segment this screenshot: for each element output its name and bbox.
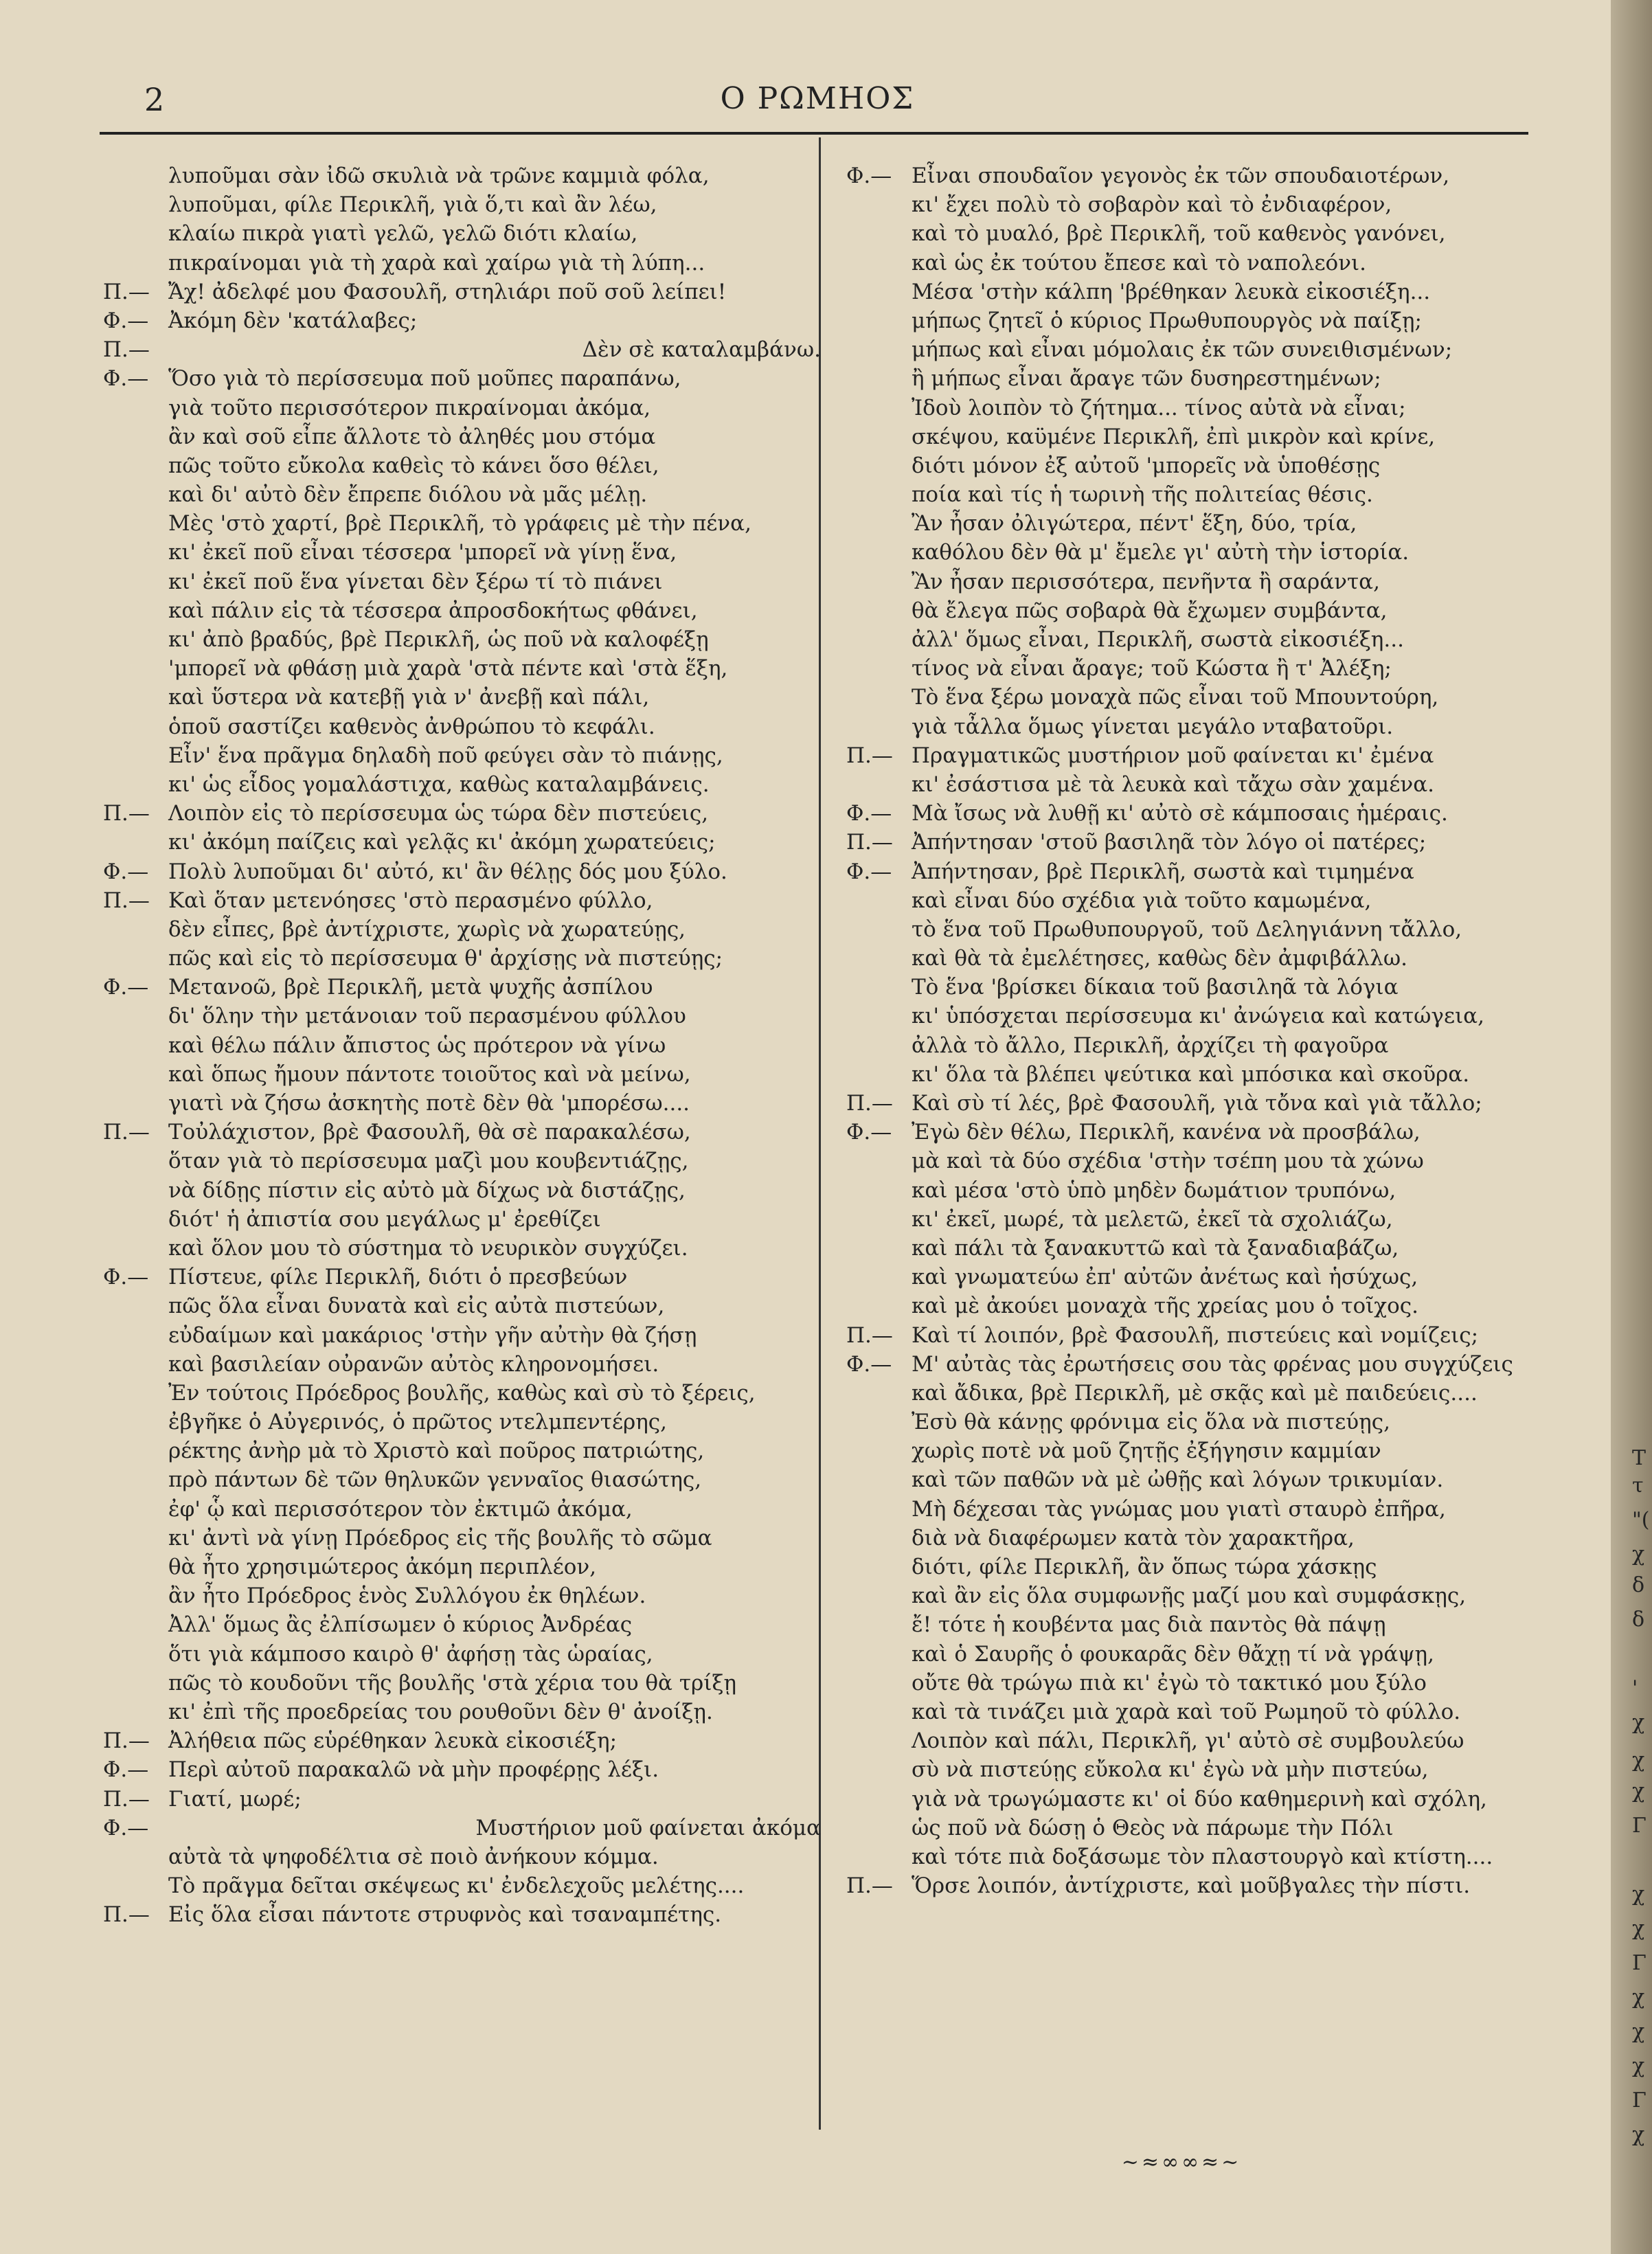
verse-text: Μετανοῶ, βρὲ Περικλῆ, μετὰ ψυχῆς ἀσπίλου [168, 975, 653, 1000]
verse-line [846, 161, 1540, 190]
verse-text: κι' ὑπόσχεται περίσσευμα κι' ἀνώγεια καὶ κατώγεια, [912, 1004, 1484, 1029]
verse-line [846, 1553, 1540, 1581]
verse-text: καὶ τῶν παθῶν νὰ μὲ ὠθῇς καὶ λόγων τρικυμίαν. [912, 1467, 1444, 1493]
verse-line [846, 1495, 1540, 1524]
verse-line [103, 973, 831, 1002]
verse-text: Τὸ πρᾶγμα δεῖται σκέψεως κι' ἐνδελεχοῦς μελέτης.... [168, 1873, 745, 1899]
verse-line [103, 915, 831, 944]
verse-line [103, 1524, 831, 1553]
speaker-label: Π.— [846, 1873, 893, 1899]
left-column [103, 161, 831, 1929]
verse-line [846, 1263, 1540, 1292]
verse-line [103, 944, 831, 973]
speaker-label: Π.— [103, 1728, 150, 1754]
verse-text: ποία καὶ τίς ἡ τωρινὴ τῆς πολιτείας θέσις. [912, 482, 1373, 508]
verse-line [103, 1553, 831, 1581]
verse-text: δὲν εἶπες, βρὲ ἀντίχριστε, χωρὶς νὰ χωρατεύῃς, [168, 916, 686, 942]
verse-text: γιὰ τἆλλα ὅμως γίνεται μεγάλο νταβατοῦρι. [912, 714, 1394, 739]
verse-text: καὶ ὁ Σαυρῆς ὁ φουκαρᾶς δὲν θἄχῃ τί νὰ γράψῃ, [912, 1641, 1434, 1667]
speaker-label: Π.— [846, 830, 893, 855]
verse-line [846, 249, 1540, 278]
verse-text: ἀλλὰ τὸ ἄλλο, Περικλῆ, ἀρχίζει τὴ φαγοῦρα [912, 1033, 1389, 1058]
verse-line [846, 799, 1540, 828]
verse-line [103, 1726, 831, 1755]
speaker-label: Φ.— [846, 801, 892, 826]
edge-fragment: χ [1632, 1882, 1645, 1906]
speaker-label: Φ.— [846, 1351, 892, 1377]
verse-text: κλαίω πικρὰ γιατὶ γελῶ, γελῶ διότι κλαίω, [168, 221, 638, 247]
verse-line [103, 596, 831, 625]
verse-text: γιατὶ νὰ ζήσω ἀσκητὴς ποτὲ δὲν θὰ 'μπορέσω.... [168, 1091, 690, 1116]
verse-line [103, 1842, 831, 1871]
speaker-label: Φ.— [846, 859, 892, 884]
verse-line [103, 364, 831, 393]
speaker-label: Φ.— [846, 1120, 892, 1145]
verse-line [103, 625, 831, 654]
verse-line [846, 1205, 1540, 1234]
verse-text: κι' ὡς εἶδος γομαλάστιχα, καθὼς καταλαμβάνεις. [168, 771, 710, 797]
verse-line [103, 1379, 831, 1408]
verse-line [846, 1669, 1540, 1698]
verse-text: πῶς τὸ κουδοῦνι τῆς βουλῆς 'στὰ χέρια του θὰ τρίξῃ [168, 1670, 737, 1695]
verse-text: κι' ἐκεῖ ποῦ εἶναι τέσσερα 'μπορεῖ νὰ γίνῃ ἕνα, [168, 540, 677, 565]
verse-text: ὅταν γιὰ τὸ περίσσευμα μαζὶ μου κουβεντιάζῃς, [168, 1149, 689, 1174]
verse-line [846, 1060, 1540, 1089]
verse-text: κι' ἐπὶ τῆς προεδρείας του ρουθοῦνι δὲν θ' ἀνοίξῃ. [168, 1699, 713, 1724]
verse-text: Εἰς ὅλα εἶσαι πάντοτε στρυφνὸς καὶ τσαναμπέτης. [168, 1902, 722, 1928]
verse-text: διότι, φίλε Περικλῆ, ἂν ὅπως τώρα χάσκῃς [912, 1555, 1377, 1579]
edge-fragment: δ [1632, 1608, 1645, 1632]
verse-line [846, 1871, 1540, 1900]
verse-text: Περὶ αὐτοῦ παρακαλῶ νὰ μὴν προφέρῃς λέξι. [168, 1757, 659, 1783]
verse-line [846, 219, 1540, 248]
verse-text: καὶ ὡς ἐκ τούτου ἔπεσε καὶ τὸ ναπολεόνι. [912, 250, 1367, 275]
edge-fragment: Γ [1632, 2088, 1647, 2112]
verse-text: σκέψου, καϋμένε Περικλῆ, ἐπὶ μικρὸν καὶ κρίνε, [912, 424, 1436, 449]
verse-text: διὰ νὰ διαφέρωμεν κατὰ τὸν χαρακτῆρα, [912, 1525, 1355, 1551]
verse-text: νὰ δίδῃς πίστιν εἰς αὐτὸ μὰ δίχως νὰ διστάζῃς, [168, 1177, 686, 1203]
verse-text: πῶς τοῦτο εὔκολα καθεὶς τὸ κάνει ὅσο θέλει, [168, 453, 659, 478]
verse-line [103, 1871, 831, 1900]
speaker-label: Π.— [103, 888, 150, 913]
verse-line [103, 1118, 831, 1147]
verse-text: Ἀκόμη δὲν 'κατάλαβες; [168, 308, 418, 333]
verse-text: Ὅρσε λοιπόν, ἀντίχριστε, καὶ μοῦβγαλες τὴν πίστι. [912, 1873, 1471, 1899]
verse-text: καὶ ὕστερα νὰ κατεβῇ γιὰ ν' ἀνεβῇ καὶ πάλι, [168, 685, 650, 710]
verse-text: διότι μόνον ἐξ αὐτοῦ 'μπορεῖς νὰ ὑποθέσῃς [912, 453, 1381, 478]
verse-text: ἐφ' ᾧ καὶ περισσότερον τὸν ἐκτιμῶ ἀκόμα, [168, 1496, 633, 1522]
verse-line [846, 190, 1540, 219]
edge-fragment: χ [1632, 1748, 1645, 1772]
verse-text: κι' ἐκεῖ ποῦ ἕνα γίνεται δὲν ξέρω τί τὸ πιάνει [168, 569, 663, 594]
verse-text: πῶς καὶ εἰς τὸ περίσσευμα θ' ἀρχίσῃς νὰ πιστεύῃς; [168, 946, 723, 971]
verse-text: Ἀπήντησαν 'στοῦ βασιληᾶ τὸν λόγο οἱ πατέρες; [912, 830, 1427, 855]
verse-text: θὰ ἔλεγα πῶς σοβαρὰ θὰ ἔχωμεν συμβάντα, [912, 598, 1388, 623]
verse-text: ἐβγῆκε ὁ Αὐγερινός, ὁ πρῶτος ντελμπεντέρης, [168, 1410, 668, 1435]
verse-line [846, 1147, 1540, 1175]
verse-line [103, 1436, 831, 1465]
verse-text: καὶ θὰ τὰ ἐμελέτησες, καθὼς δὲν ἀμφιβάλλω. [912, 946, 1407, 971]
verse-text: τὸ ἕνα τοῦ Πρωθυπουργοῦ, τοῦ Δεληγιάννη τἄλλο, [912, 916, 1462, 942]
verse-line [846, 480, 1540, 509]
verse-line [846, 335, 1540, 364]
verse-text: Ἐν τούτοις Πρόεδρος βουλῆς, καθὼς καὶ σὺ τὸ ξέρεις, [168, 1380, 756, 1406]
speaker-label: Π.— [103, 1120, 150, 1145]
verse-text: Μὲς 'στὸ χαρτί, βρὲ Περικλῆ, τὸ γράφεις μὲ τὴν πένα, [168, 511, 751, 537]
verse-line [103, 654, 831, 683]
verse-line [103, 1640, 831, 1669]
edge-fragment: Τ [1632, 1446, 1647, 1470]
verse-text: Ἀλλ' ὅμως ἂς ἐλπίσωμεν ὁ κύριος Ἀνδρέας [168, 1612, 633, 1638]
verse-line [103, 1205, 831, 1234]
verse-line [846, 741, 1540, 770]
verse-line [103, 1263, 831, 1292]
verse-line [103, 1610, 831, 1639]
verse-line [846, 1755, 1540, 1784]
page-title: Ο ΡΩΜΗΟΣ [720, 81, 915, 116]
verse-line [846, 278, 1540, 306]
verse-line [103, 1785, 831, 1814]
edge-fragment: χ [1632, 1542, 1645, 1566]
verse-text: καὶ πάλι τὰ ξανακυττῶ καὶ τὰ ξαναδιαβάζω, [912, 1235, 1399, 1261]
verse-line [846, 828, 1540, 857]
verse-text: Ἂν ἦσαν περισσότερα, πενῆντα ἢ σαράντα, [912, 569, 1380, 594]
verse-line [846, 1726, 1540, 1755]
header-rule [100, 132, 1528, 135]
verse-text: ἢ μήπως εἶναι ἄραγε τῶν δυσηρεστημένων; [912, 366, 1381, 392]
verse-text: καὶ μέσα 'στὸ ὑπὸ μηδὲν δωμάτιον τρυπόνω, [912, 1177, 1396, 1203]
verse-text: Εἶν' ἕνα πρᾶγμα δηλαδὴ ποῦ φεύγει σὰν τὸ πιάνῃς, [168, 743, 723, 768]
verse-text: καὶ ἂν εἰς ὅλα συμφωνῇς μαζί μου καὶ συμφάσκῃς, [912, 1584, 1467, 1609]
speaker-label: Φ.— [103, 859, 149, 884]
verse-line [103, 451, 831, 480]
verse-line [103, 1031, 831, 1060]
speaker-label: Π.— [103, 1902, 150, 1928]
verse-text: ρέκτης ἀνὴρ μὰ τὸ Χριστὸ καὶ ποῦρος πατριώτης, [168, 1439, 705, 1464]
speaker-label: Π.— [103, 279, 150, 304]
verse-line [846, 567, 1540, 596]
edge-fragment: ' [1632, 1676, 1638, 1700]
verse-text: κι' ἔχει πολὺ τὸ σοβαρὸν καὶ τὸ ἐνδιαφέρον, [912, 192, 1392, 218]
verse-text: Ἀλήθεια πῶς εὑρέθηκαν λευκὰ εἰκοσιέξη; [168, 1728, 618, 1754]
edge-fragment: χ [1632, 1985, 1645, 2009]
verse-line [846, 509, 1540, 538]
verse-text: πικραίνομαι γιὰ τὴ χαρὰ καὶ χαίρω γιὰ τὴ λύπη... [168, 250, 705, 275]
speaker-label: Π.— [846, 1091, 893, 1116]
verse-text: καὶ πάλιν εἰς τὰ τέσσερα ἀπροσδοκήτως φθάνει, [168, 598, 698, 623]
verse-line [846, 625, 1540, 654]
verse-text: Γιατί, μωρέ; [168, 1786, 302, 1812]
verse-line [846, 1321, 1540, 1350]
verse-line [103, 1465, 831, 1494]
verse-line [103, 1900, 831, 1929]
verse-line [846, 1002, 1540, 1030]
speaker-label: Φ.— [103, 1757, 149, 1783]
verse-line [846, 973, 1540, 1002]
verse-line [103, 1408, 831, 1436]
verse-text: λυποῦμαι σὰν ἰδῶ σκυλιὰ νὰ τρῶνε καμμιὰ φόλα, [168, 164, 710, 188]
verse-line [103, 335, 831, 364]
verse-line [846, 306, 1540, 335]
verse-line [103, 1350, 831, 1379]
verse-line [103, 306, 831, 335]
verse-line [103, 1060, 831, 1089]
speaker-label: Π.— [846, 1322, 893, 1348]
verse-line [846, 1234, 1540, 1263]
verse-line [846, 1350, 1540, 1379]
verse-line [103, 1321, 831, 1350]
verse-text: καὶ γνωματεύω ἐπ' αὐτῶν ἀνέτως καὶ ἡσύχως, [912, 1265, 1418, 1290]
edge-fragment: δ [1632, 1573, 1645, 1597]
closing-ornament: ~≈∞∞≈~ [1121, 2150, 1242, 2174]
verse-line [846, 683, 1540, 712]
verse-line [846, 1785, 1540, 1814]
verse-line [103, 422, 831, 451]
verse-text: μήπως ζητεῖ ὁ κύριος Πρωθυπουργὸς νὰ παίξῃ; [912, 308, 1422, 333]
verse-line [846, 364, 1540, 393]
verse-text: καὶ βασιλείαν οὐρανῶν αὐτὸς κληρονομήσει. [168, 1351, 659, 1377]
verse-line [103, 1234, 831, 1263]
verse-text: καὶ τὰ τινάζει μιὰ χαρὰ καὶ τοῦ Ρωμηοῦ τὸ φύλλο. [912, 1699, 1461, 1724]
verse-line [103, 857, 831, 886]
verse-line [103, 741, 831, 770]
verse-line [103, 394, 831, 422]
verse-line [846, 1031, 1540, 1060]
verse-text: Εἶναι σπουδαῖον γεγονὸς ἐκ τῶν σπουδαιοτέρων, [912, 164, 1450, 188]
verse-line [103, 538, 831, 567]
verse-line [846, 596, 1540, 625]
verse-line [846, 1118, 1540, 1147]
verse-line [846, 1379, 1540, 1408]
verse-line [103, 190, 831, 219]
edge-fragment: χ [1632, 2123, 1645, 2147]
verse-text: Πολὺ λυποῦμαι δι' αὐτό, κι' ἂν θέλῃς δός μου ξύλο. [168, 859, 727, 884]
speaker-label: Π.— [103, 1786, 150, 1812]
verse-line [103, 828, 831, 857]
verse-line [846, 1640, 1540, 1669]
verse-line [103, 278, 831, 306]
verse-text: δι' ὅλην τὴν μετάνοιαν τοῦ περασμένου φύλλου [168, 1004, 686, 1029]
verse-text: σὺ νὰ πιστεύῃς εὔκολα κι' ἐγὼ νὰ μὴν πιστεύω, [912, 1757, 1429, 1783]
verse-text: Λοιπὸν καὶ πάλι, Περικλῆ, γι' αὐτὸ σὲ συμβουλεύω [912, 1728, 1464, 1754]
verse-text: ὅτι γιὰ κάμποσο καιρὸ θ' ἀφήσῃ τὰς ὡραίας, [168, 1641, 653, 1667]
verse-line [103, 1698, 831, 1726]
verse-line [846, 1089, 1540, 1118]
edge-fragment: χ [1632, 1779, 1645, 1803]
verse-text: τίνος νὰ εἶναι ἄραγε; τοῦ Κώστα ἢ τ' Ἀλέξη; [912, 656, 1392, 681]
verse-line [103, 1002, 831, 1030]
verse-line [103, 799, 831, 828]
verse-line [846, 886, 1540, 915]
verse-text: οὔτε θὰ τρώγω πιὰ κι' ἐγὼ τὸ τακτικό μου ξύλο [912, 1670, 1427, 1695]
verse-text: κι' ἐκεῖ, μωρέ, τὰ μελετῶ, ἐκεῖ τὰ σχολιάζω, [912, 1206, 1393, 1232]
verse-line [846, 857, 1540, 886]
verse-text: καὶ ὅπως ἤμουν πάντοτε τοιοῦτος καὶ νὰ μείνω, [168, 1061, 691, 1087]
speaker-label: Φ.— [103, 1265, 149, 1290]
verse-text: λυποῦμαι, φίλε Περικλῆ, γιὰ ὅ,τι καὶ ἂν λέω, [168, 192, 657, 218]
edge-fragment: "( [1632, 1508, 1650, 1532]
verse-text: Δὲν σὲ καταλαμβάνω. [582, 337, 821, 363]
verse-line [103, 886, 831, 915]
verse-text: καὶ δι' αὐτὸ δὲν ἔπρεπε διόλου νὰ μᾶς μέλῃ. [168, 482, 648, 508]
verse-text: θὰ ἦτο χρησιμώτερος ἀκόμη περιπλέον, [168, 1555, 597, 1579]
verse-text: ὡς ποῦ νὰ δώσῃ ὁ Θεὸς νὰ πάρωμε τὴν Πόλι [912, 1815, 1394, 1840]
verse-line [103, 1147, 831, 1175]
verse-text: Μὴ δέχεσαι τὰς γνώμας μου γιατὶ σταυρὸ ἐπῆρα, [912, 1496, 1446, 1522]
verse-text: πρὸ πάντων δὲ τῶν θηλυκῶν γενναῖος θιασώτης, [168, 1467, 702, 1493]
verse-text: Μέσα 'στὴν κάλπη 'βρέθηκαν λευκὰ εἰκοσιέξη... [912, 279, 1431, 304]
verse-line [846, 770, 1540, 799]
edge-fragment: Γ [1632, 1951, 1647, 1975]
verse-text: καὶ ἄδικα, βρὲ Περικλῆ, μὲ σκᾷς καὶ μὲ παιδεύεις.... [912, 1380, 1478, 1406]
verse-line [846, 1176, 1540, 1205]
verse-text: καὶ τὸ μυαλό, βρὲ Περικλῆ, τοῦ καθενὸς γανόνει, [912, 221, 1446, 247]
verse-line [846, 394, 1540, 422]
speaker-label: Φ.— [103, 975, 149, 1000]
verse-text: Πραγματικῶς μυστήριον μοῦ φαίνεται κι' ἐμένα [912, 743, 1434, 768]
verse-text: Καὶ τί λοιπόν, βρὲ Φασουλῆ, πιστεύεις καὶ νομίζεις; [912, 1322, 1479, 1348]
verse-text: διότ' ἡ ἀπιστία σου μεγάλως μ' ἐρεθίζει [168, 1206, 601, 1232]
verse-text: ἔ! τότε ἡ κουβέντα μας διὰ παντὸς θὰ πάψῃ [912, 1612, 1386, 1638]
verse-line [846, 712, 1540, 741]
verse-text: Τὸ ἕνα 'βρίσκει δίκαια τοῦ βασιληᾶ τὰ λόγια [912, 975, 1399, 1000]
verse-line [103, 161, 831, 190]
verse-text: καθόλου δὲν θὰ μ' ἔμελε γι' αὐτὴ τὴν ἱστορία. [912, 540, 1410, 565]
verse-line [846, 915, 1540, 944]
speaker-label: Π.— [103, 337, 150, 363]
verse-line [846, 1842, 1540, 1871]
verse-text: Τοὐλάχιστον, βρὲ Φασουλῆ, θὰ σὲ παρακαλέσω, [168, 1120, 691, 1145]
verse-line [103, 683, 831, 712]
verse-line [103, 1669, 831, 1698]
verse-text: καὶ ὅλον μου τὸ σύστημα τὸ νευρικὸν συγχύζει. [168, 1235, 688, 1261]
verse-text: ἂν καὶ σοῦ εἶπε ἄλλοτε τὸ ἀληθές μου στόμα [168, 424, 656, 449]
verse-text: γιὰ τοῦτο περισσότερον πικραίνομαι ἀκόμα, [168, 395, 651, 420]
verse-text: Ἀπήντησαν, βρὲ Περικλῆ, σωστὰ καὶ τιμημένα [912, 859, 1414, 884]
verse-line [846, 654, 1540, 683]
verse-text: καὶ μὲ ἀκούει μοναχὰ τῆς χρείας μου ὁ τοῖχος. [912, 1294, 1418, 1319]
speaker-label: Π.— [846, 743, 893, 768]
verse-text: Ἐγὼ δὲν θέλω, Περικλῆ, κανένα νὰ προσβάλω, [912, 1120, 1421, 1145]
verse-text: κι' ἀκόμη παίζεις καὶ γελᾷς κι' ἀκόμη χωρατεύεις; [168, 830, 716, 855]
verse-text: ὁποῦ σαστίζει καθενὸς ἀνθρώπου τὸ κεφάλι. [168, 714, 655, 739]
verse-text: Ἰδοὺ λοιπὸν τὸ ζήτημα... τίνος αὐτὰ νὰ εἶναι; [912, 395, 1406, 420]
verse-text: ἀλλ' ὅμως εἶναι, Περικλῆ, σωστὰ εἰκοσιέξη... [912, 627, 1404, 652]
verse-text: μήπως καὶ εἶναι μόμολαις ἐκ τῶν συνειθισμένων; [912, 337, 1453, 363]
verse-line [103, 1755, 831, 1784]
verse-text: Ἐσὺ θὰ κάνῃς φρόνιμα εἰς ὅλα νὰ πιστεύῃς, [912, 1410, 1390, 1435]
verse-text: Ἄχ! ἀδελφέ μου Φασουλῆ, στηλιάρι ποῦ σοῦ λείπει! [168, 279, 727, 304]
verse-line [103, 509, 831, 538]
verse-text: αὐτὰ τὰ ψηφοδέλτια σὲ ποιὸ ἀνήκουν κόμμα. [168, 1844, 659, 1869]
edge-fragment: χ [1632, 2020, 1645, 2044]
verse-line [846, 944, 1540, 973]
verse-line [846, 1698, 1540, 1726]
verse-line [846, 1581, 1540, 1610]
verse-line [846, 1524, 1540, 1553]
edge-fragment: χ [1632, 1917, 1645, 1941]
verse-line [103, 712, 831, 741]
edge-fragment: χ [1632, 2054, 1645, 2078]
verse-text: κι' ἐσάστισα μὲ τὰ λευκὰ καὶ τἄχω σὰν χαμένα. [912, 771, 1435, 797]
verse-text: Τὸ ἕνα ξέρω μοναχὰ πῶς εἶναι τοῦ Μπουντούρη, [912, 685, 1439, 710]
verse-text: Ὅσο γιὰ τὸ περίσσευμα ποῦ μοῦπες παραπάνω, [168, 366, 681, 392]
verse-line [846, 1814, 1540, 1842]
verse-line [103, 219, 831, 248]
right-column [846, 161, 1540, 1900]
speaker-label: Φ.— [846, 164, 892, 188]
verse-line [103, 1089, 831, 1118]
verse-text: κι' ὅλα τὰ βλέπει ψεύτικα καὶ μπόσικα καὶ σκοῦρα. [912, 1061, 1470, 1087]
verse-text: καὶ τότε πιὰ δοξάσωμε τὸν πλαστουργὸ καὶ κτίστη.... [912, 1844, 1493, 1869]
verse-text: γιὰ νὰ τρωγώμαστε κι' οἱ δύο καθημερινὴ καὶ σχόλη, [912, 1786, 1487, 1812]
verse-text: Μ' αὐτὰς τὰς ἐρωτήσεις σου τὰς φρένας μου συγχύζεις [912, 1351, 1513, 1377]
verse-line [103, 1292, 831, 1320]
verse-line [103, 1495, 831, 1524]
verse-text: Πίστευε, φίλε Περικλῆ, διότι ὁ πρεσβεύων [168, 1265, 628, 1290]
verse-text: Καὶ σὺ τί λές, βρὲ Φασουλῆ, γιὰ τὄνα καὶ γιὰ τἄλλο; [912, 1091, 1482, 1116]
speaker-label: Φ.— [103, 308, 149, 333]
verse-text: πῶς ὅλα εἶναι δυνατὰ καὶ εἰς αὐτὰ πιστεύων, [168, 1294, 665, 1319]
verse-text: 'μπορεῖ νὰ φθάσῃ μιὰ χαρὰ 'στὰ πέντε καὶ 'στὰ ἕξη, [168, 656, 728, 681]
speaker-label: Φ.— [103, 1815, 149, 1840]
verse-text: κι' ἀντὶ νὰ γίνῃ Πρόεδρος εἰς τῆς βουλῆς τὸ σῶμα [168, 1525, 712, 1551]
verse-text: χωρὶς ποτὲ νὰ μοῦ ζητῇς ἐξήγησιν καμμίαν [912, 1439, 1381, 1464]
verse-line [846, 1408, 1540, 1436]
edge-fragment: τ [1632, 1474, 1644, 1498]
verse-text: Ἂν ἦσαν ὀλιγώτερα, πέντ' ἕξη, δύο, τρία, [912, 511, 1357, 537]
verse-text: Καὶ ὅταν μετενόησες 'στὸ περασμένο φύλλο, [168, 888, 653, 913]
verse-line [103, 770, 831, 799]
verse-text: εὐδαίμων καὶ μακάριος 'στὴν γῆν αὐτὴν θὰ ζήσῃ [168, 1322, 697, 1348]
verse-line [103, 249, 831, 278]
verse-line [103, 480, 831, 509]
verse-line [846, 451, 1540, 480]
edge-fragment: Γ [1632, 1814, 1647, 1838]
verse-line [846, 1436, 1540, 1465]
verse-text: Λοιπὸν εἰς τὸ περίσσευμα ὡς τώρα δὲν πιστεύεις, [168, 801, 709, 826]
page-number: 2 [144, 81, 165, 118]
speaker-label: Φ.— [103, 366, 149, 392]
edge-fragment: χ [1632, 1711, 1645, 1735]
verse-line [103, 1176, 831, 1205]
verse-line [103, 1814, 831, 1842]
verse-line [846, 538, 1540, 567]
verse-line [103, 567, 831, 596]
verse-text: καὶ εἶναι δύο σχέδια γιὰ τοῦτο καμωμένα, [912, 888, 1372, 913]
verse-text: ἂν ἦτο Πρόεδρος ἑνὸς Συλλόγου ἐκ θηλέων. [168, 1584, 646, 1609]
verse-line [846, 1292, 1540, 1320]
verse-text: Μὰ ἴσως νὰ λυθῇ κι' αὐτὸ σὲ κάμποσαις ἡμέραις. [912, 801, 1448, 826]
verse-text: καὶ θέλω πάλιν ἄπιστος ὡς πρότερον νὰ γίνω [168, 1033, 666, 1058]
verse-text: κι' ἀπὸ βραδύς, βρὲ Περικλῆ, ὡς ποῦ νὰ καλοφέξῃ [168, 627, 709, 652]
page-spine-shadow [1611, 0, 1652, 2254]
speaker-label: Π.— [103, 801, 150, 826]
verse-line [846, 422, 1540, 451]
verse-text: μὰ καὶ τὰ δύο σχέδια 'στὴν τσέπη μου τὰ χώνω [912, 1149, 1424, 1174]
verse-line [846, 1465, 1540, 1494]
verse-line [846, 1610, 1540, 1639]
verse-line [103, 1581, 831, 1610]
verse-text: Μυστήριον μοῦ φαίνεται ἀκόμα [475, 1815, 821, 1840]
